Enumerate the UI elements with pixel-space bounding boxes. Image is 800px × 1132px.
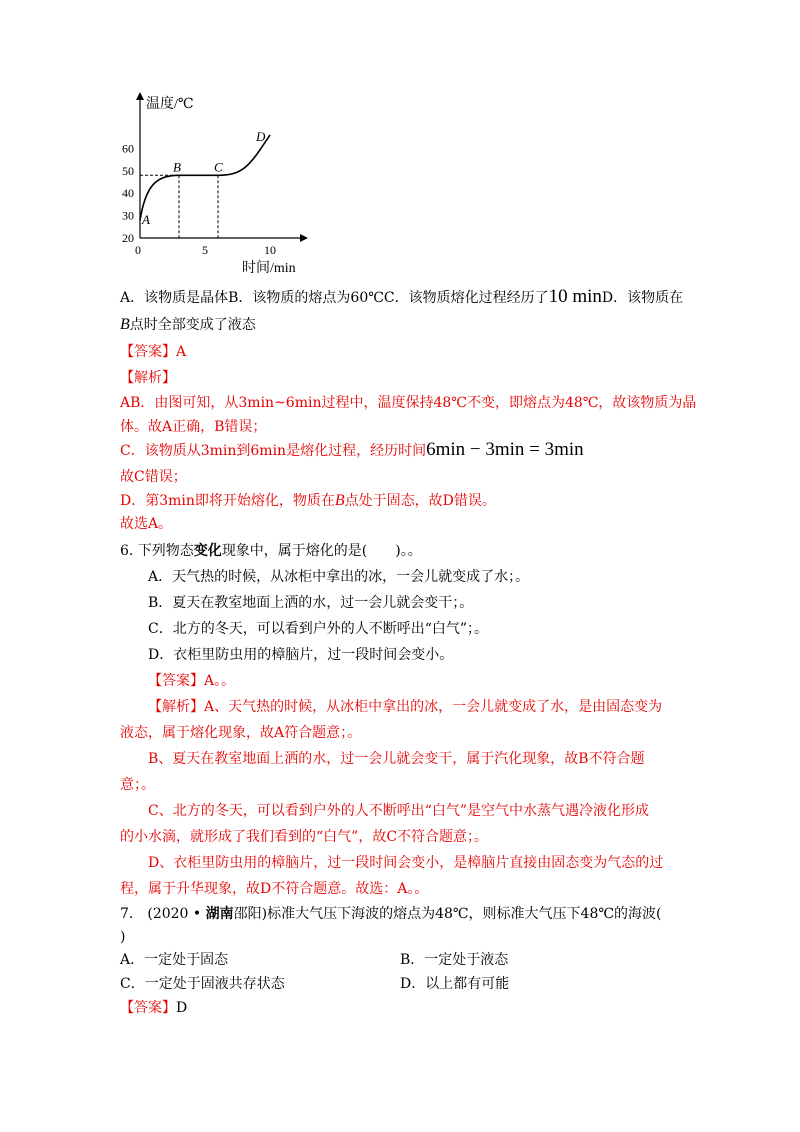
- x-tick-label: 5: [202, 243, 208, 257]
- q7-stem-bold: 湖南: [205, 906, 234, 922]
- q5-option-a: A．该物质是晶体: [120, 290, 229, 306]
- q5-analysis-line3-text: C．该物质从3min到6min是熔化过程，经历时间: [120, 443, 427, 459]
- y-tick-label: 50: [122, 163, 134, 178]
- q7-stem-cont: ): [120, 929, 126, 945]
- q6-stem-bold: 变化: [193, 543, 222, 559]
- q6-analysis-line7: D、衣柜里防虫用的樟脑片，过一段时间会变小，是樟脑片直接由固态变为气态的过: [148, 855, 664, 871]
- q5-analysis-var-b: B: [334, 492, 345, 509]
- q7-stem: [120, 905, 661, 923]
- q6-answer: 【答案】A。。: [148, 673, 236, 689]
- q6-stem: [120, 542, 422, 560]
- q5-analysis-line5-a: D．第3min即将开始熔化，物质在: [120, 493, 335, 509]
- y-tick-label: 60: [122, 141, 134, 156]
- q7-answer: [120, 999, 187, 1017]
- x-tick-label: 0: [135, 243, 141, 257]
- q7-option-a: A．一定处于固态: [120, 952, 229, 968]
- q6-stem-a: 6. 下列物态: [120, 543, 194, 559]
- point-label-b: B: [173, 159, 181, 175]
- point-label-d: D: [256, 128, 266, 144]
- graph-xlabel: 时间/min: [242, 261, 296, 276]
- q5-var-b: B: [120, 316, 130, 333]
- q5-option-b: B．该物质的熔点为60℃: [228, 290, 384, 306]
- q5-analysis-line2: 体。故A正确，B错误；: [120, 419, 267, 435]
- q5-analysis-line1: AB．由图可知，从3min~6min过程中，温度保持48℃不变，即熔点为48℃，故该物质为晶: [120, 395, 697, 411]
- q5-option-c: C．该物质熔化过程经历了: [383, 290, 549, 306]
- q6-analysis-line6: 的小水滴，就形成了我们看到的“白气”，故C不符合题意；。: [120, 829, 489, 845]
- y-axis-arrow: [136, 92, 144, 100]
- q5-analysis-line3-math: 6min − 3min = 3min: [426, 439, 584, 460]
- q5-answer: 【答案】A: [120, 344, 187, 360]
- q6-analysis-line8: 程，属于升华现象，故D不符合题意。故选：A。。: [120, 881, 429, 897]
- temperature-time-graph: [110, 88, 310, 278]
- q5-final: 故选A。: [120, 516, 173, 532]
- q5-option-d: D．该物质在: [601, 290, 684, 306]
- q6-option-b: B．夏天在教室地面上洒的水，过一会儿就会变干；。: [148, 595, 474, 611]
- q6-stem-b: 现象中，属于熔化的是( )。。: [221, 543, 422, 559]
- q6-option-a: A．天气热的时候，从冰柜中拿出的冰，一会儿就变成了水；。: [148, 569, 530, 585]
- q7-option-c: C．一定处于固液共存状态: [120, 976, 285, 992]
- graph-ylabel: 温度/℃: [146, 97, 194, 112]
- q5-analysis-title: 【解析】: [120, 370, 176, 386]
- q6-analysis-line3: B、夏天在教室地面上洒的水，过一会儿就会变干，属于汽化现象，故B不符合题: [148, 751, 645, 767]
- q5-option-c-math: 10 min: [548, 286, 602, 307]
- y-tick-label: 30: [122, 208, 134, 223]
- y-tick-label: 40: [122, 186, 134, 201]
- q7-answer-value: D: [176, 1000, 188, 1016]
- q5-analysis-line5-b: 点处于固态，故D错误。: [344, 493, 496, 509]
- q5-options-line2: [120, 316, 256, 334]
- q5-analysis-line4: 故C错误；: [120, 469, 187, 485]
- q5-option-d-cont: 点时全部变成了液态: [129, 317, 256, 333]
- q7-options-row1: [120, 951, 228, 969]
- q7-options-row2: [120, 975, 285, 993]
- point-label-c: C: [214, 159, 223, 175]
- q6-option-c: C．北方的冬天，可以看到户外的人不断呼出“白气”；。: [148, 621, 489, 637]
- y-tick-label: 20: [122, 231, 134, 245]
- q7-stem-a: 7. (2020 •: [120, 906, 206, 922]
- q6-analysis-line2: 液态，属于熔化现象，故A符合题意；。: [120, 725, 362, 741]
- q6-analysis-line5: C、北方的冬天，可以看到户外的人不断呼出“白气”是空气中水蒸气遇冷液化形成: [148, 803, 650, 819]
- q6-option-d: D．衣柜里防虫用的樟脑片，过一段时间会变小。: [148, 647, 454, 663]
- q6-analysis-line1: 【解析】A、天气热的时候，从冰柜中拿出的冰，一会儿就变成了水，是由固态变为: [148, 699, 663, 715]
- q7-option-d: D．以上都有可能: [400, 976, 510, 992]
- q7-answer-bracket: 【答案】: [120, 1000, 176, 1016]
- q5-analysis-line3: [120, 441, 584, 460]
- q5-analysis-line5: [120, 492, 496, 510]
- q6-analysis-line4: 意；。: [120, 777, 155, 793]
- x-tick-label: 10: [264, 243, 276, 257]
- q7-option-b: B．一定处于液态: [400, 952, 509, 968]
- temperature-curve: [140, 135, 270, 220]
- x-axis-arrow: [300, 234, 308, 242]
- point-label-a: A: [142, 212, 150, 228]
- q7-stem-b: 邵阳)标准大气压下海波的熔点为48℃，则标准大气压下48℃的海波(: [233, 906, 662, 922]
- q5-options-line1: [120, 288, 683, 307]
